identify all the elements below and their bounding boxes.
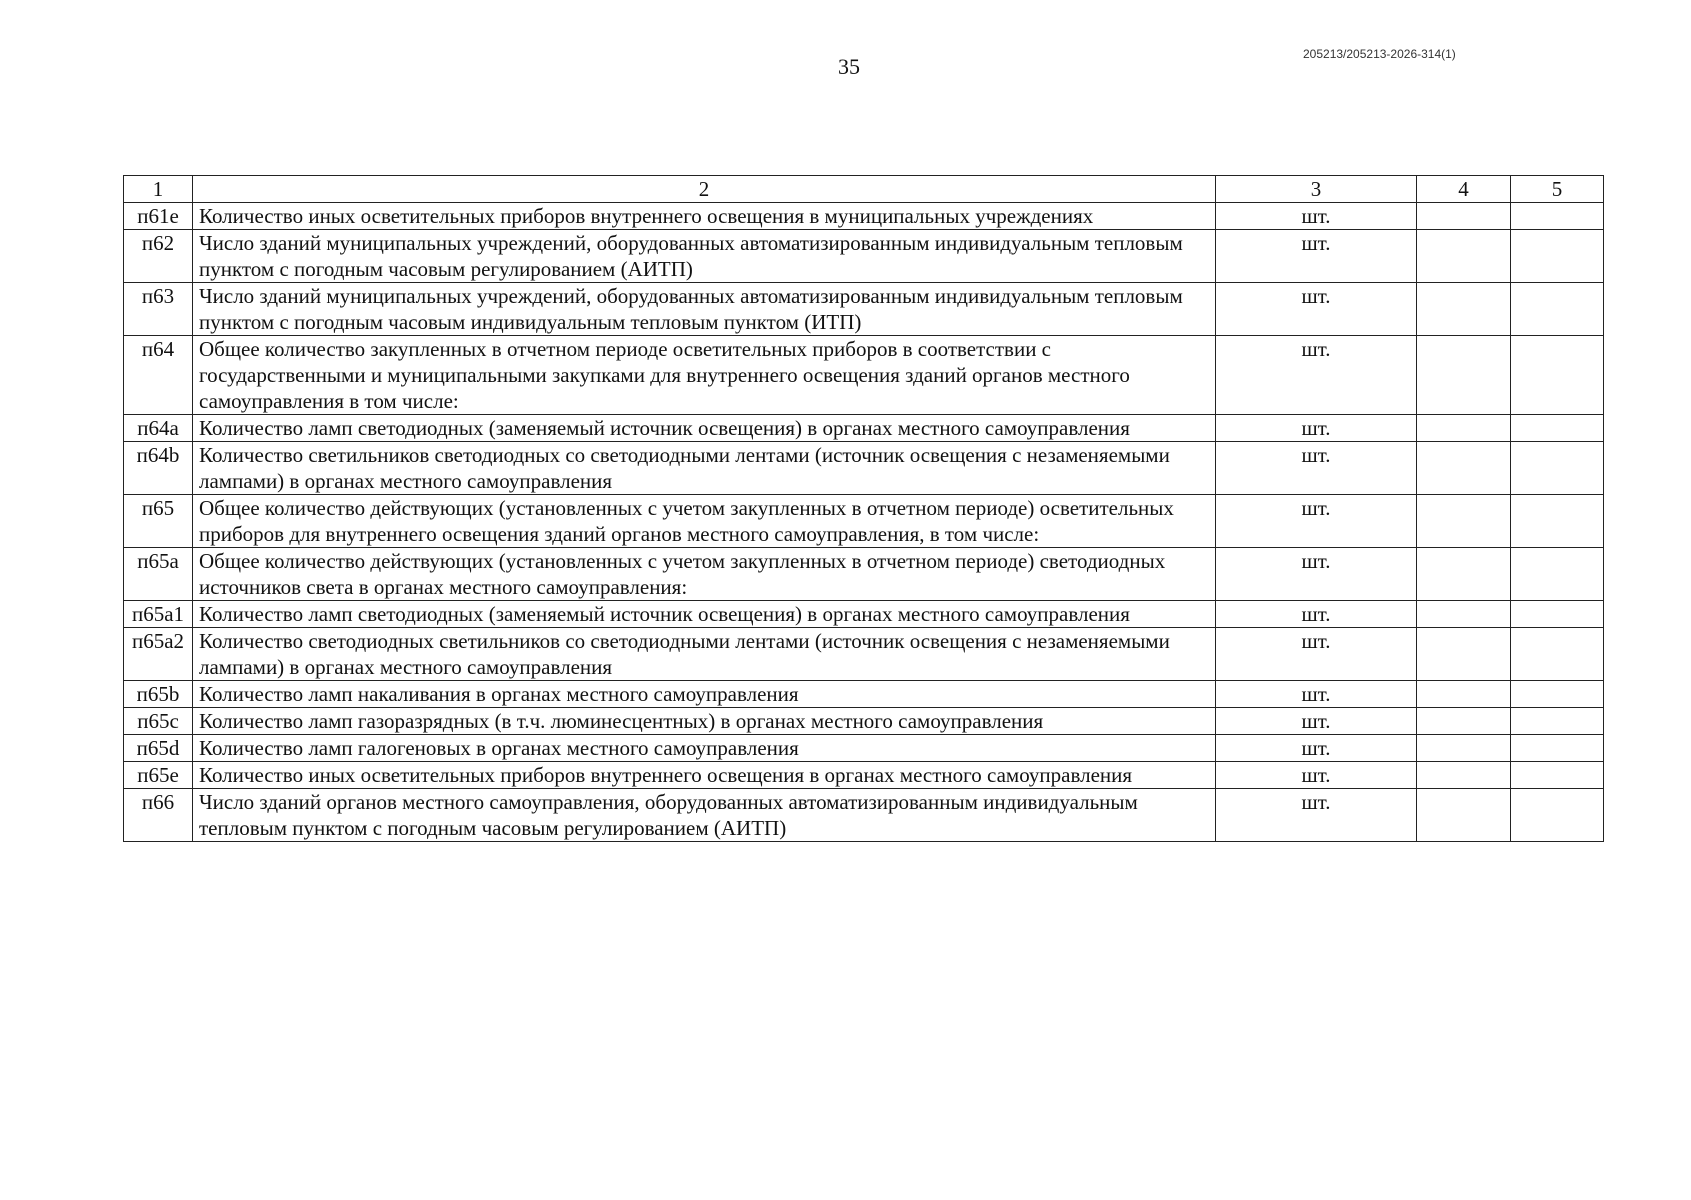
- indicator-code: п62: [124, 230, 193, 283]
- value-cell-col5: [1511, 283, 1604, 336]
- indicator-description: Количество иных осветительных приборов внутреннего освещения в муниципальных учреждениях: [193, 203, 1216, 230]
- value-cell-col4: [1417, 415, 1511, 442]
- unit-cell: шт.: [1216, 628, 1417, 681]
- value-cell-col4: [1417, 681, 1511, 708]
- indicator-code: п65а: [124, 548, 193, 601]
- unit-cell: шт.: [1216, 735, 1417, 762]
- value-cell-col4: [1417, 601, 1511, 628]
- table-row: [124, 203, 1604, 230]
- value-cell-col4: [1417, 628, 1511, 681]
- indicator-description: Число зданий муниципальных учреждений, оборудованных автоматизированным индивидуальным тепловым пунктом с погодным часовым регулированием (АИТП): [193, 230, 1216, 283]
- value-cell-col4: [1417, 336, 1511, 415]
- unit-cell: шт.: [1216, 442, 1417, 495]
- indicator-code: п65b: [124, 681, 193, 708]
- value-cell-col5: [1511, 548, 1604, 601]
- indicator-description: Число зданий муниципальных учреждений, оборудованных автоматизированным индивидуальным тепловым пунктом с погодным часовым индивидуальным тепловым пунктом (ИТП): [193, 283, 1216, 336]
- value-cell-col5: [1511, 230, 1604, 283]
- indicator-description: Количество иных осветительных приборов внутреннего освещения в органах местного самоуправления: [193, 762, 1216, 789]
- indicator-description: Общее количество действующих (установленных с учетом закупленных в отчетном периоде) светодиодных источников света в органах местного самоуправления:: [193, 548, 1216, 601]
- indicator-description: Количество ламп газоразрядных (в т.ч. люминесцентных) в органах местного самоуправления: [193, 708, 1216, 735]
- unit-cell: шт.: [1216, 601, 1417, 628]
- table-row: [124, 601, 1604, 628]
- indicator-code: п65: [124, 495, 193, 548]
- indicator-description: Количество ламп галогеновых в органах местного самоуправления: [193, 735, 1216, 762]
- unit-cell: шт.: [1216, 789, 1417, 842]
- value-cell-col5: [1511, 442, 1604, 495]
- unit-cell: шт.: [1216, 708, 1417, 735]
- table-row: [124, 495, 1604, 548]
- value-cell-col4: [1417, 495, 1511, 548]
- value-cell-col4: [1417, 789, 1511, 842]
- unit-cell: шт.: [1216, 762, 1417, 789]
- indicator-description: Количество ламп светодиодных (заменяемый источник освещения) в органах местного самоуправления: [193, 601, 1216, 628]
- value-cell-col5: [1511, 789, 1604, 842]
- indicator-description: Общее количество закупленных в отчетном периоде осветительных приборов в соответствии с государственными и муниципальными закупками для внутреннего освещения зданий органов местного самоуправления в том числе:: [193, 336, 1216, 415]
- table-row: [124, 283, 1604, 336]
- indicator-description: Общее количество действующих (установленных с учетом закупленных в отчетном периоде) осветительных приборов для внутреннего освещения зданий органов местного самоуправления, в том числе:: [193, 495, 1216, 548]
- indicator-code: п63: [124, 283, 193, 336]
- value-cell-col5: [1511, 415, 1604, 442]
- indicator-description: Количество ламп светодиодных (заменяемый источник освещения) в органах местного самоуправления: [193, 415, 1216, 442]
- indicator-code: п65а2: [124, 628, 193, 681]
- value-cell-col4: [1417, 442, 1511, 495]
- document-code: 205213/205213-2026-314(1): [1303, 47, 1456, 61]
- table-row: [124, 708, 1604, 735]
- value-cell-col5: [1511, 628, 1604, 681]
- indicator-code: п64: [124, 336, 193, 415]
- unit-cell: шт.: [1216, 548, 1417, 601]
- table-header-row: [124, 176, 1604, 203]
- indicator-description: Количество светильников светодиодных со светодиодными лентами (источник освещения с незаменяемыми лампами) в органах местного самоуправления: [193, 442, 1216, 495]
- column-number-header: 4: [1417, 176, 1511, 203]
- value-cell-col4: [1417, 708, 1511, 735]
- unit-cell: шт.: [1216, 203, 1417, 230]
- value-cell-col5: [1511, 708, 1604, 735]
- value-cell-col4: [1417, 203, 1511, 230]
- value-cell-col4: [1417, 283, 1511, 336]
- unit-cell: шт.: [1216, 681, 1417, 708]
- column-number-header: 5: [1511, 176, 1604, 203]
- value-cell-col4: [1417, 230, 1511, 283]
- column-number-header: 1: [124, 176, 193, 203]
- unit-cell: шт.: [1216, 283, 1417, 336]
- table-row: [124, 789, 1604, 842]
- indicator-code: п65а1: [124, 601, 193, 628]
- value-cell-col5: [1511, 762, 1604, 789]
- indicator-code: п66: [124, 789, 193, 842]
- table-row: [124, 548, 1604, 601]
- unit-cell: шт.: [1216, 415, 1417, 442]
- column-number-header: 2: [193, 176, 1216, 203]
- page-number: 35: [838, 54, 860, 79]
- value-cell-col5: [1511, 495, 1604, 548]
- indicator-code: п64b: [124, 442, 193, 495]
- indicator-description: Количество ламп накаливания в органах местного самоуправления: [193, 681, 1216, 708]
- table-row: [124, 735, 1604, 762]
- value-cell-col5: [1511, 203, 1604, 230]
- indicator-table: [123, 175, 1604, 842]
- unit-cell: шт.: [1216, 495, 1417, 548]
- value-cell-col4: [1417, 762, 1511, 789]
- value-cell-col5: [1511, 735, 1604, 762]
- unit-cell: шт.: [1216, 336, 1417, 415]
- value-cell-col5: [1511, 336, 1604, 415]
- indicator-code: п65е: [124, 762, 193, 789]
- unit-cell: шт.: [1216, 230, 1417, 283]
- value-cell-col5: [1511, 681, 1604, 708]
- value-cell-col4: [1417, 548, 1511, 601]
- indicator-code: п64а: [124, 415, 193, 442]
- indicator-code: п65с: [124, 708, 193, 735]
- table-row: [124, 628, 1604, 681]
- column-number-header: 3: [1216, 176, 1417, 203]
- table-row: [124, 442, 1604, 495]
- value-cell-col5: [1511, 601, 1604, 628]
- indicator-code: п61е: [124, 203, 193, 230]
- table-row: [124, 681, 1604, 708]
- table-row: [124, 415, 1604, 442]
- table-row: [124, 762, 1604, 789]
- value-cell-col4: [1417, 735, 1511, 762]
- table-row: [124, 336, 1604, 415]
- indicator-description: Число зданий органов местного самоуправления, оборудованных автоматизированным индивидуальным тепловым пунктом с погодным часовым регулированием (АИТП): [193, 789, 1216, 842]
- indicator-description: Количество светодиодных светильников со светодиодными лентами (источник освещения с незаменяемыми лампами) в органах местного самоуправления: [193, 628, 1216, 681]
- table-row: [124, 230, 1604, 283]
- indicator-code: п65d: [124, 735, 193, 762]
